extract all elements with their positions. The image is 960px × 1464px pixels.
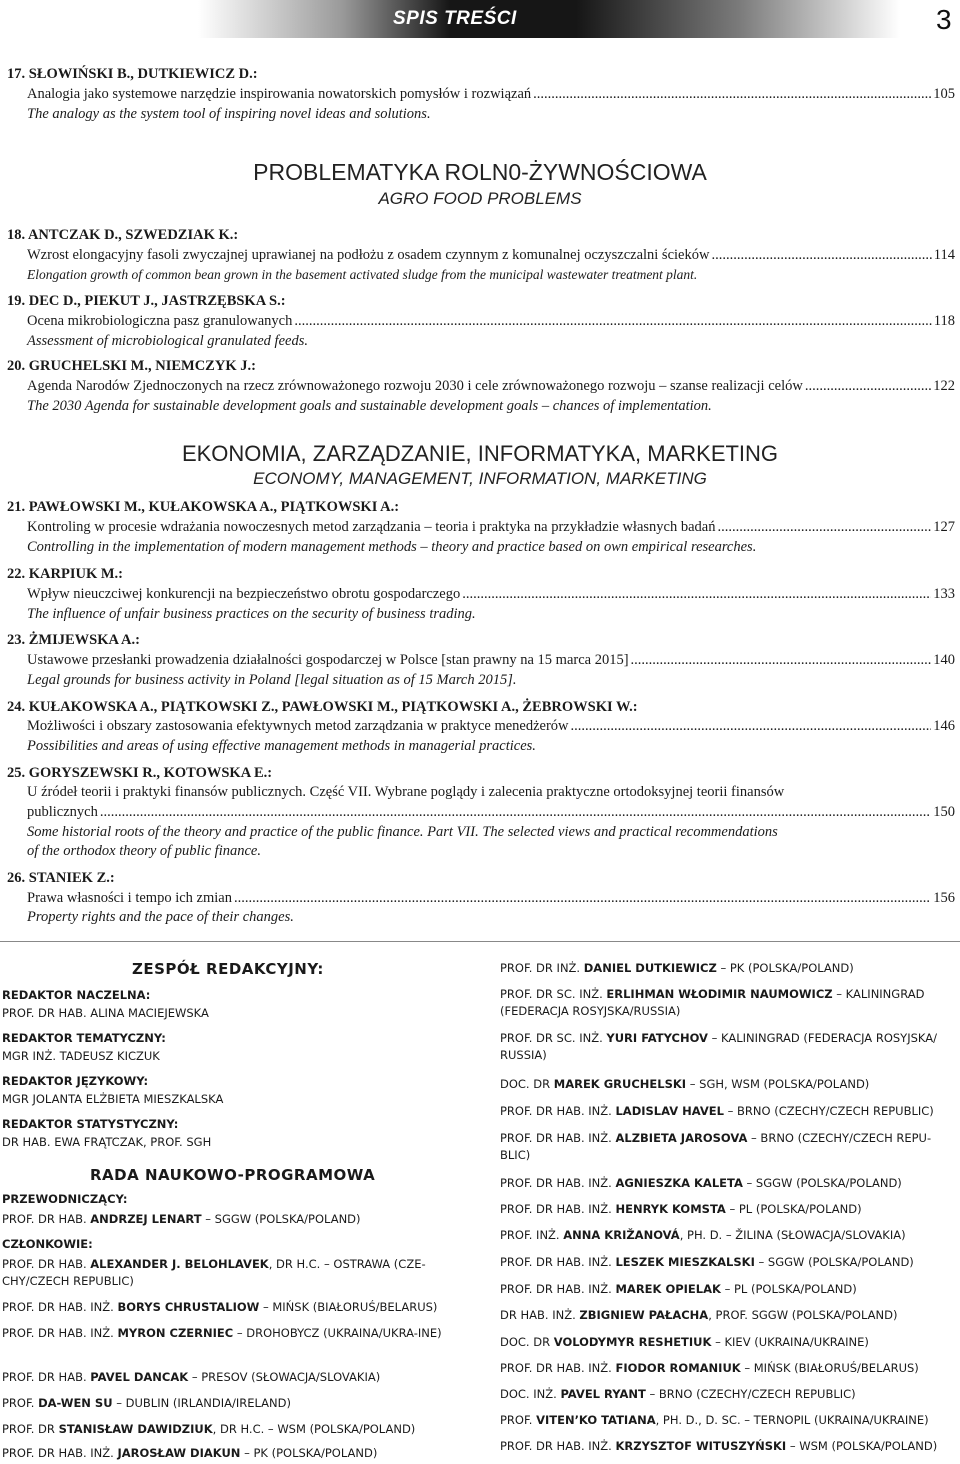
council-heading: RADA NAUKOWO-PROGRAMOWA bbox=[90, 1166, 376, 1184]
council-member: PROF. DR HAB. INŻ. MAREK OPIELAK – PL (POLSKA/POLAND) bbox=[500, 1282, 857, 1296]
council-member: PROF. DR HAB. INŻ. KRZYSZTOF WITUSZYŃSKI – WSM (POLSKA/POLAND) bbox=[500, 1439, 938, 1453]
toc-entry-title-en: The analogy as the system tool of inspiring novel ideas and solutions. bbox=[27, 106, 431, 122]
council-member: PROF. DR HAB. INŻ. MYRON CZERNIEC – DROHOBYCZ (UKRAINA/UKRA-INE) bbox=[2, 1326, 442, 1340]
toc-entry-heading: 23. ŻMIJEWSKA A.: bbox=[7, 632, 140, 648]
role-value: PROF. DR HAB. ALINA MACIEJEWSKA bbox=[2, 1006, 209, 1020]
toc-entry-title-en: Elongation growth of common bean grown in the basement activated sludge from the municipal wastewater treatment plant. bbox=[27, 267, 698, 282]
toc-entry-title-pl: publicznych ..... 150 bbox=[27, 804, 955, 821]
toc-entry-heading: 24. KUŁAKOWSKA A., PIĄTKOWSKI Z., PAWŁOWSKI M., PIĄTKOWSKI A., ŻEBROWSKI W.: bbox=[7, 699, 638, 715]
council-member: PROF. DR HAB. INŻ. JAROSŁAW DIAKUN – PK (POLSKA/POLAND) bbox=[2, 1446, 378, 1460]
toc-entry-title-pl: Prawa własności i tempo ich zmian ..... 156 bbox=[27, 890, 955, 907]
council-member: PROF. DR HAB. ALEXANDER J. BELOHLAVEK, DR H.C. – OSTRAWA (CZE-CHY/CZECH REPUBLIC) bbox=[2, 1257, 426, 1288]
toc-entry-heading: 22. KARPIUK M.: bbox=[7, 566, 123, 582]
chair-label: PRZEWODNICZĄCY: bbox=[2, 1192, 128, 1206]
toc-entry-title-pl: Możliwości i obszary zastosowania efektywnych metod zarządzania w praktyce menedżerów ..... 146 bbox=[27, 718, 955, 735]
toc-entry-title-pl: Wzrost elongacyjny fasoli zwyczajnej uprawianej na podłożu z osadem czynnym z komunalnej oczyszczalni ścieków ..... 114 bbox=[27, 247, 955, 264]
council-member: PROF. VITEN’KO TATIANA, PH. D., D. SC. – TERNOPIL (UKRAINA/UKRAINE) bbox=[500, 1413, 929, 1427]
toc-entry-title-en-line1: Some historial roots of the theory and practice of the public finance. Part VII. The selected views and practical recommendations bbox=[27, 824, 778, 840]
page-header bbox=[0, 0, 960, 38]
toc-entry-heading: 19. DEC D., PIEKUT J., JASTRZĘBSKA S.: bbox=[7, 293, 286, 309]
council-member: PROF. DR SC. INŻ. ERLIHMAN WŁODIMIR NAUMOWICZ – KALININGRAD (FEDERACJA ROSYJSKA/RUSSIA) bbox=[500, 987, 925, 1018]
council-member: DOC. INŻ. PAVEL RYANT – BRNO (CZECHY/CZECH REPUBLIC) bbox=[500, 1387, 856, 1401]
role-label: REDAKTOR TEMATYCZNY: bbox=[2, 1031, 166, 1045]
toc-entry-title-pl: Ocena mikrobiologiczna pasz granulowanych ..... 118 bbox=[27, 313, 955, 330]
council-member: PROF. DA-WEN SU – DUBLIN (IRLANDIA/IRELAND) bbox=[2, 1396, 291, 1410]
toc-entry-title-pl: Agenda Narodów Zjednoczonych na rzecz zrównoważonego rozwoju 2030 i cele zrównoważonego rozwoju – szanse realizacji celów ..... 122 bbox=[27, 378, 955, 395]
council-member: PROF. DR HAB. INŻ. FIODOR ROMANIUK – MIŃSK (BIAŁORUŚ/BELARUS) bbox=[500, 1361, 919, 1375]
toc-entry-heading: 21. PAWŁOWSKI M., KUŁAKOWSKA A., PIĄTKOWSKI A.: bbox=[7, 499, 400, 515]
toc-entry-heading: 18. ANTCZAK D., SZWEDZIAK K.: bbox=[7, 227, 239, 243]
role-value: DR HAB. EWA FRĄTCZAK, PROF. SGH bbox=[2, 1135, 212, 1149]
toc-entry-heading: 17. SŁOWIŃSKI B., DUTKIEWICZ D.: bbox=[7, 66, 258, 82]
council-member: PROF. DR HAB. INŻ. LADISLAV HAVEL – BRNO (CZECHY/CZECH REPUBLIC) bbox=[500, 1104, 934, 1118]
role-label: REDAKTOR JĘZYKOWY: bbox=[2, 1074, 149, 1088]
toc-entry-title-en: Legal grounds for business activity in Poland [legal situation as of 15 March 2015]. bbox=[27, 672, 517, 688]
toc-entry-title-pl: Analogia jako systemowe narzędzie inspirowania nowatorskich pomysłów i rozwiązań ..... 105 bbox=[27, 86, 955, 103]
section-title-en: ECONOMY, MANAGEMENT, INFORMATION, MARKETING bbox=[253, 469, 707, 488]
toc-entry-title-en: The 2030 Agenda for sustainable development goals and sustainable development goals – chances of implementation. bbox=[27, 398, 712, 414]
toc-entry-title-pl: Ustawowe przesłanki prowadzenia działalności gospodarczej w Polsce [stan prawny na 15 marca 2015] ..... 140 bbox=[27, 652, 955, 669]
council-member: PROF. DR INŻ. DANIEL DUTKIEWICZ – PK (POLSKA/POLAND) bbox=[500, 961, 854, 975]
section-title-pl: EKONOMIA, ZARZĄDZANIE, INFORMATYKA, MARKETING bbox=[181, 441, 779, 466]
toc-entry-title-pl-line1: U źródeł teorii i praktyki finansów publicznych. Część VII. Wybrane poglądy i zalecenia praktyczne ortodoksyjnej teorii finansów bbox=[27, 784, 785, 800]
role-value: MGR INŻ. TADEUSZ KICZUK bbox=[2, 1049, 160, 1063]
toc-entry-title-en: The influence of unfair business practices on the security of business trading. bbox=[27, 606, 476, 622]
toc-entry-title-en: of the orthodox theory of public finance. bbox=[27, 843, 261, 859]
council-member: PROF. DR HAB. INŻ. BORYS CHRUSTALIOW – MIŃSK (BIAŁORUŚ/BELARUS) bbox=[2, 1300, 438, 1314]
toc-entry-title-en: Assessment of microbiological granulated feeds. bbox=[27, 333, 308, 349]
council-member: PROF. DR STANISŁAW DAWIDZIUK, DR H.C. – WSM (POLSKA/POLAND) bbox=[2, 1422, 416, 1436]
toc-entry-heading: 20. GRUCHELSKI M., NIEMCZYK J.: bbox=[7, 358, 256, 374]
toc-entry-title-pl: Kontroling w procesie wdrażania nowoczesnych metod zarządzania – teoria i praktyka na przykładzie własnych badań ..... 127 bbox=[27, 519, 955, 536]
toc-entry-title-en: Controlling in the implementation of modern management methods – theory and practice based on own empirical researches. bbox=[27, 539, 757, 555]
editorial-team-heading: ZESPÓŁ REDAKCYJNY: bbox=[132, 960, 324, 978]
role-value: MGR JOLANTA ELŻBIETA MIESZKALSKA bbox=[2, 1092, 224, 1106]
council-member: PROF. DR HAB. PAVEL DANCAK – PRESOV (SŁOWACJA/SLOVAKIA) bbox=[2, 1370, 381, 1384]
council-member: PROF. DR HAB. INŻ. ALZBIETA JAROSOVA – BRNO (CZECHY/CZECH REPU-BLIC) bbox=[500, 1131, 932, 1162]
members-label: CZŁONKOWIE: bbox=[2, 1237, 93, 1251]
header-title: SPIS TREŚCI bbox=[393, 8, 517, 29]
chair-member: PROF. DR HAB. ANDRZEJ LENART – SGGW (POLSKA/POLAND) bbox=[2, 1212, 361, 1226]
section-divider bbox=[0, 941, 960, 942]
section-title-en: AGRO FOOD PROBLEMS bbox=[378, 189, 582, 208]
toc-entry-heading: 26. STANIEK Z.: bbox=[7, 870, 115, 886]
council-member: DOC. DR MAREK GRUCHELSKI – SGH, WSM (POLSKA/POLAND) bbox=[500, 1077, 870, 1091]
council-member: PROF. DR HAB. INŻ. HENRYK KOMSTA – PL (POLSKA/POLAND) bbox=[500, 1202, 862, 1216]
toc-entry-title-en: Property rights and the pace of their changes. bbox=[27, 909, 294, 925]
council-member: PROF. DR HAB. INŻ. AGNIESZKA KALETA – SGGW (POLSKA/POLAND) bbox=[500, 1176, 902, 1190]
toc-entry-title-en: Possibilities and areas of using effective management methods in managerial practices. bbox=[27, 738, 536, 754]
toc-entry-heading: 25. GORYSZEWSKI R., KOTOWSKA E.: bbox=[7, 765, 273, 781]
toc-entry-title-pl: Wpływ nieuczciwej konkurencji na bezpieczeństwo obrotu gospodarczego ..... 133 bbox=[27, 586, 955, 603]
page-number: 3 bbox=[936, 4, 952, 35]
council-member: PROF. INŻ. ANNA KRIŽANOVÁ, PH. D. – ŽILINA (SŁOWACJA/SLOVAKIA) bbox=[500, 1228, 906, 1242]
section-title-pl: PROBLEMATYKA ROLN0-ŻYWNOŚCIOWA bbox=[253, 159, 707, 185]
role-label: REDAKTOR NACZELNA: bbox=[2, 988, 151, 1002]
role-label: REDAKTOR STATYSTYCZNY: bbox=[2, 1117, 179, 1131]
council-member: PROF. DR HAB. INŻ. LESZEK MIESZKALSKI – SGGW (POLSKA/POLAND) bbox=[500, 1255, 914, 1269]
council-member: DOC. DR VOLODYMYR RESHETIUK – KIEV (UKRAINA/UKRAINE) bbox=[500, 1335, 869, 1349]
council-member: DR HAB. INŻ. ZBIGNIEW PAŁACHA, PROF. SGGW (POLSKA/POLAND) bbox=[500, 1308, 898, 1322]
council-member: PROF. DR SC. INŻ. YURI FATYCHOV – KALININGRAD (FEDERACJA ROSYJSKA/ RUSSIA) bbox=[500, 1031, 937, 1062]
